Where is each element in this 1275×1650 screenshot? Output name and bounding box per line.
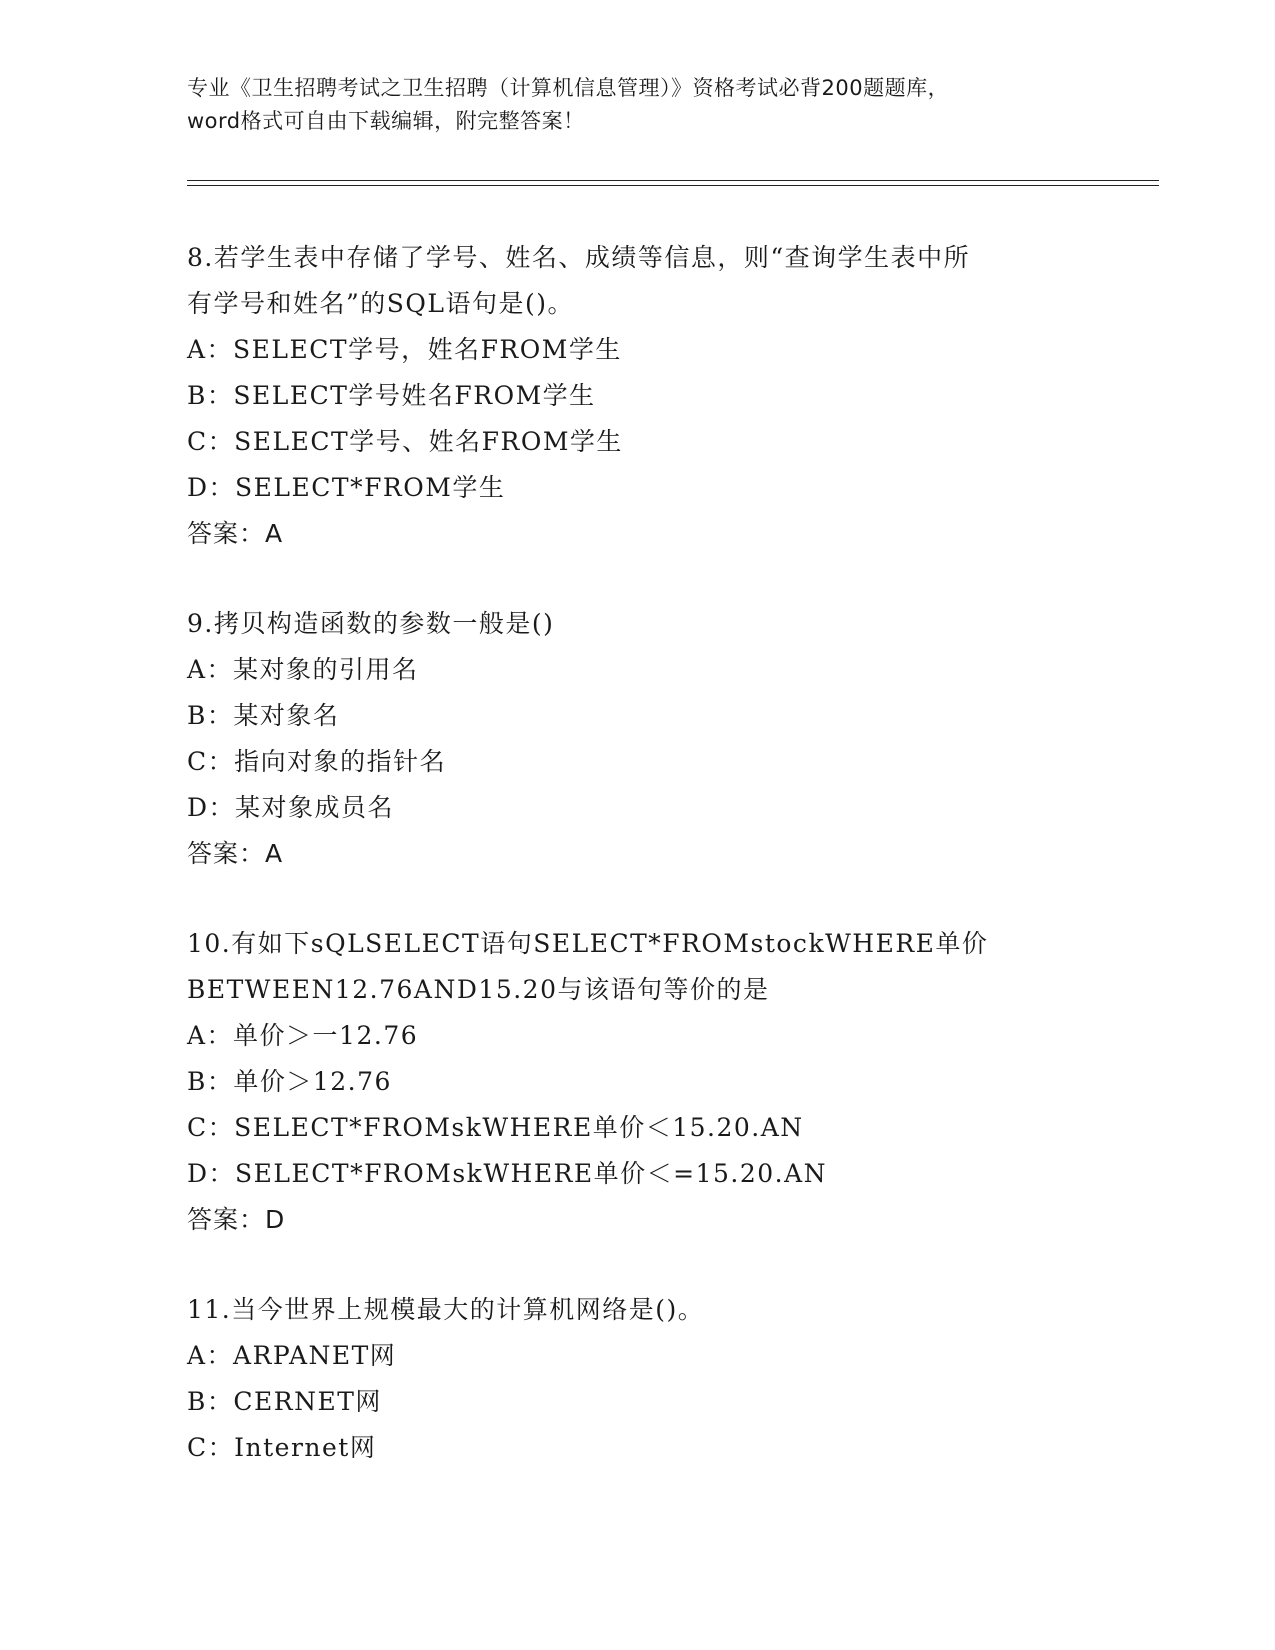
option-d: D：SELECT*FROM学生 <box>187 473 506 502</box>
question-stem-line: 9.拷贝构造函数的参数一般是() <box>187 609 555 638</box>
option-c: C：SELECT*FROMskWHERE单价＜15.20.AN <box>187 1113 804 1142</box>
option-a: A：单价＞一12.76 <box>187 1021 419 1050</box>
question-10 <box>187 921 1187 1243</box>
option-d: D：某对象成员名 <box>187 793 395 822</box>
option-c: C：SELECT学号、姓名FROM学生 <box>187 427 623 456</box>
question-stem-line: 11.当今世界上规模最大的计算机网络是()。 <box>187 1295 705 1324</box>
question-stem-line: 有学号和姓名”的SQL语句是()。 <box>187 289 575 318</box>
option-b: B：SELECT学号姓名FROM学生 <box>187 381 596 410</box>
option-b: B：CERNET网 <box>187 1387 382 1416</box>
answer-text: 答案：A <box>187 839 284 868</box>
option-a: A：SELECT学号，姓名FROM学生 <box>187 335 622 364</box>
question-list <box>187 235 1187 1515</box>
question-8 <box>187 235 1187 557</box>
answer-text: 答案：A <box>187 519 284 548</box>
option-c: C：Internet网 <box>187 1433 377 1462</box>
question-stem-line: 10.有如下sQLSELECT语句SELECT*FROMstockWHERE单价 <box>187 929 989 958</box>
header-title-line: 专业《卫生招聘考试之卫生招聘（计算机信息管理）》资格考试必背200题题库， <box>187 76 950 100</box>
option-a: A：某对象的引用名 <box>187 655 419 684</box>
question-9 <box>187 601 1187 877</box>
header-subtitle-line: word格式可自由下载编辑，附完整答案！ <box>187 109 585 133</box>
document-header <box>187 72 1087 138</box>
question-stem-line: BETWEEN12.76AND15.20与该语句等价的是 <box>187 975 770 1004</box>
option-c: C：指向对象的指针名 <box>187 747 447 776</box>
option-b: B：单价＞12.76 <box>187 1067 392 1096</box>
option-b: B：某对象名 <box>187 701 340 730</box>
answer-text: 答案：D <box>187 1205 286 1234</box>
header-divider-top <box>187 180 1159 181</box>
option-a: A：ARPANET网 <box>187 1341 397 1370</box>
option-d: D：SELECT*FROMskWHERE单价＜=15.20.AN <box>187 1159 828 1188</box>
question-stem-line: 8.若学生表中存储了学号、姓名、成绩等信息，则“查询学生表中所 <box>187 243 971 272</box>
question-11 <box>187 1287 1187 1471</box>
header-divider-bottom <box>187 185 1159 186</box>
